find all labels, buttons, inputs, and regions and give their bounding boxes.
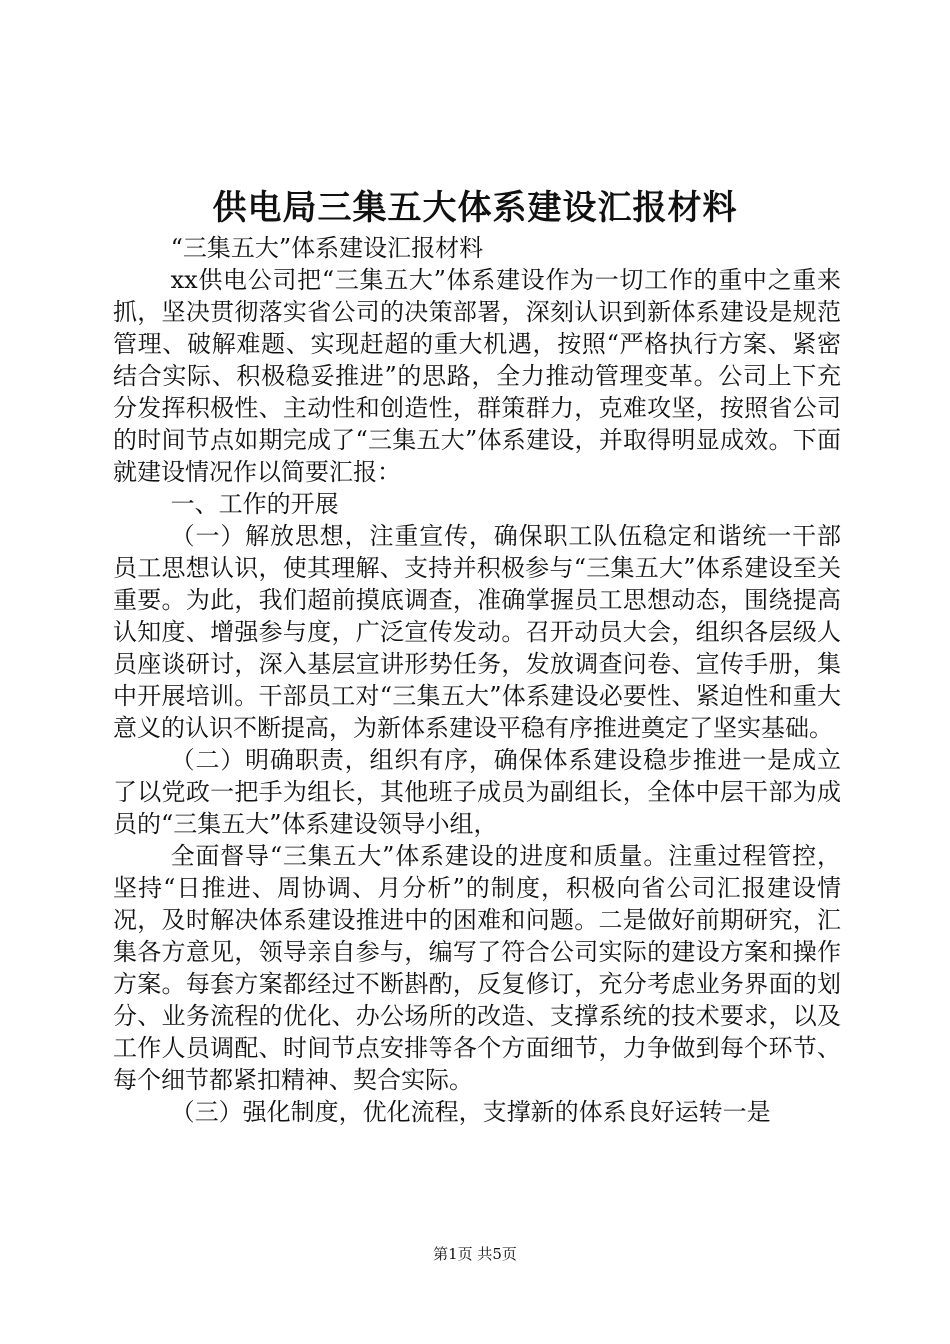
body-paragraph: （一）解放思想，注重宣传，确保职工队伍稳定和谐统一干部员工思想认识，使其理解、支持并积极参与“三集五大”体系建设至关重要。为此，我们超前摸底调查，准确掌握员工思想动态，围绕提高认知度、增强参与度，广泛宣传发动。召开动员大会，组织各层级人员座谈研讨，深入基层宣讲形势任务，发放调查问卷、宣传手册，集中开展培训。干部员工对“三集五大”体系建设必要性、紧迫性和重大意义的认识不断提高，为新体系建设平稳有序推进奠定了坚实基础。 (113, 522, 841, 742)
body-paragraph: 全面督导“三集五大”体系建设的进度和质量。注重过程管控，坚持“日推进、周协调、月分析”的制度，积极向省公司汇报建设情况，及时解决体系建设推进中的困难和问题。二是做好前期研究，汇集各方意见，领导亲自参与，编写了符合公司实际的建设方案和操作方案。每套方案都经过不断斟酌，反复修订，充分考虑业务界面的划分、业务流程的优化、办公场所的改造、支撑系统的技术要求，以及工作人员调配、时间节点安排等各个方面细节，力争做到每个环节、每个细节都紧扣精神、契合实际。 (113, 842, 841, 1094)
document-body (113, 232, 841, 1128)
page-footer: 第1页 共5页 (433, 1245, 517, 1263)
subtitle-paragraph: “三集五大”体系建设汇报材料 (170, 234, 484, 262)
intro-paragraph: xx供电公司把“三集五大”体系建设作为一切工作的重中之重来抓，坚决贯彻落实省公司的决策部署，深刻认识到新体系建设是规范管理、破解难题、实现赶超的重大机遇，按照“严格执行方案、紧密结合实际、积极稳妥推进”的思路，全力推动管理变革。公司上下充分发挥积极性、主动性和创造性，群策群力，克难攻坚，按照省公司的时间节点如期完成了“三集五大”体系建设，并取得明显成效。下面就建设情况作以简要汇报： (113, 266, 841, 486)
body-paragraph: （二）明确职责，组织有序，确保体系建设稳步推进一是成立了以党政一把手为组长，其他班子成员为副组长，全体中层干部为成员的“三集五大”体系建设领导小组， (113, 746, 841, 838)
section-heading: 一、工作的开展 (170, 490, 339, 518)
document-title: 供电局三集五大体系建设汇报材料 (212, 188, 738, 228)
body-paragraph: （三）强化制度，优化流程，支撑新的体系良好运转一是 (170, 1098, 771, 1126)
